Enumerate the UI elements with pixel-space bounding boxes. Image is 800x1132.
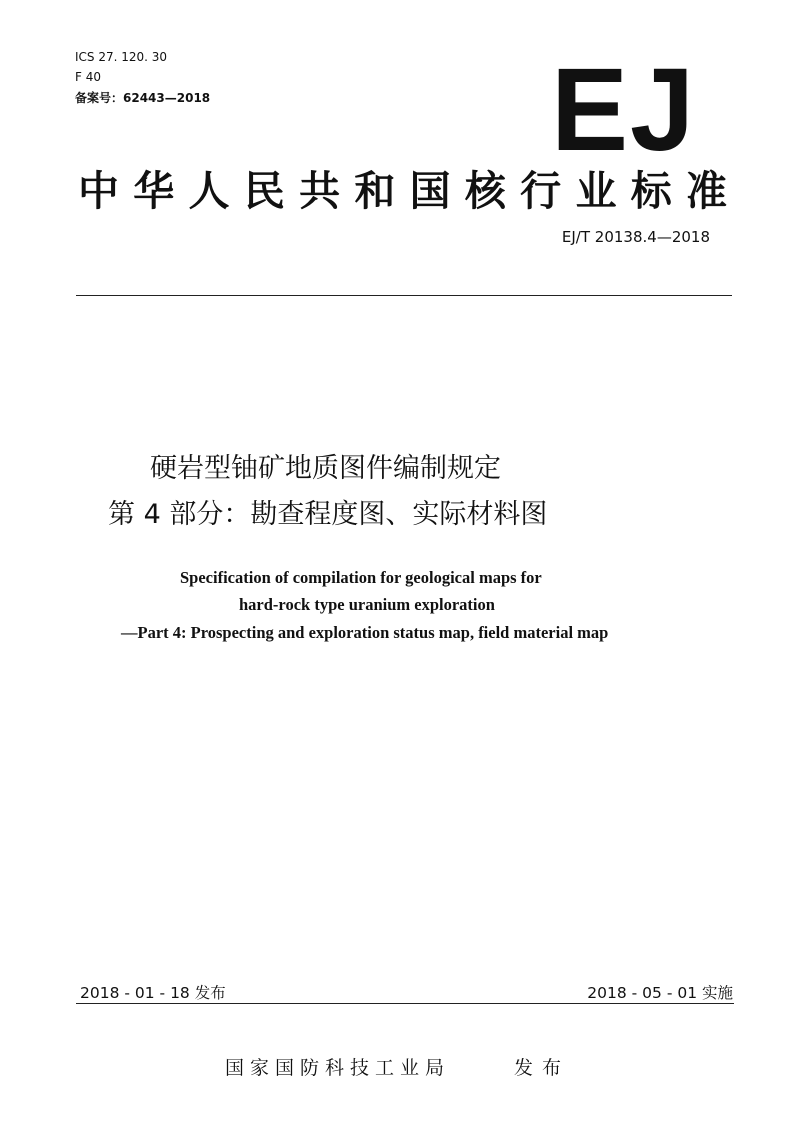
implementation-date: 2018 - 05 - 01 实施 xyxy=(587,984,733,1002)
issue-date: 2018 - 01 - 18 发布 xyxy=(80,984,226,1002)
standard-code: EJ/T 20138.4—2018 xyxy=(561,228,710,246)
english-title-line-3: —Part 4: Prospecting and exploration status map, field material map xyxy=(121,623,609,642)
chinese-title-line-1: 硬岩型铀矿地质图件编制规定 xyxy=(150,453,501,484)
issuing-authority: 国家国防科技工业局 xyxy=(225,1057,451,1079)
top-divider xyxy=(76,295,732,296)
standard-category-title: 中华人民共和国核行业标准 xyxy=(78,167,736,215)
english-title-line-2: hard-rock type uranium exploration xyxy=(239,595,495,614)
ej-logo: EJ xyxy=(550,44,696,176)
bottom-divider xyxy=(76,1003,734,1004)
issued-label: 发布 xyxy=(514,1057,571,1079)
english-title-line-1: Specification of compilation for geological maps for xyxy=(180,568,542,587)
ccs-code: F 40 xyxy=(75,70,101,84)
record-number: 备案号：62443—2018 xyxy=(75,91,211,105)
ics-code: ICS 27. 120. 30 xyxy=(75,50,168,64)
chinese-title-line-2: 第 4 部分：勘查程度图、实际材料图 xyxy=(108,499,548,530)
